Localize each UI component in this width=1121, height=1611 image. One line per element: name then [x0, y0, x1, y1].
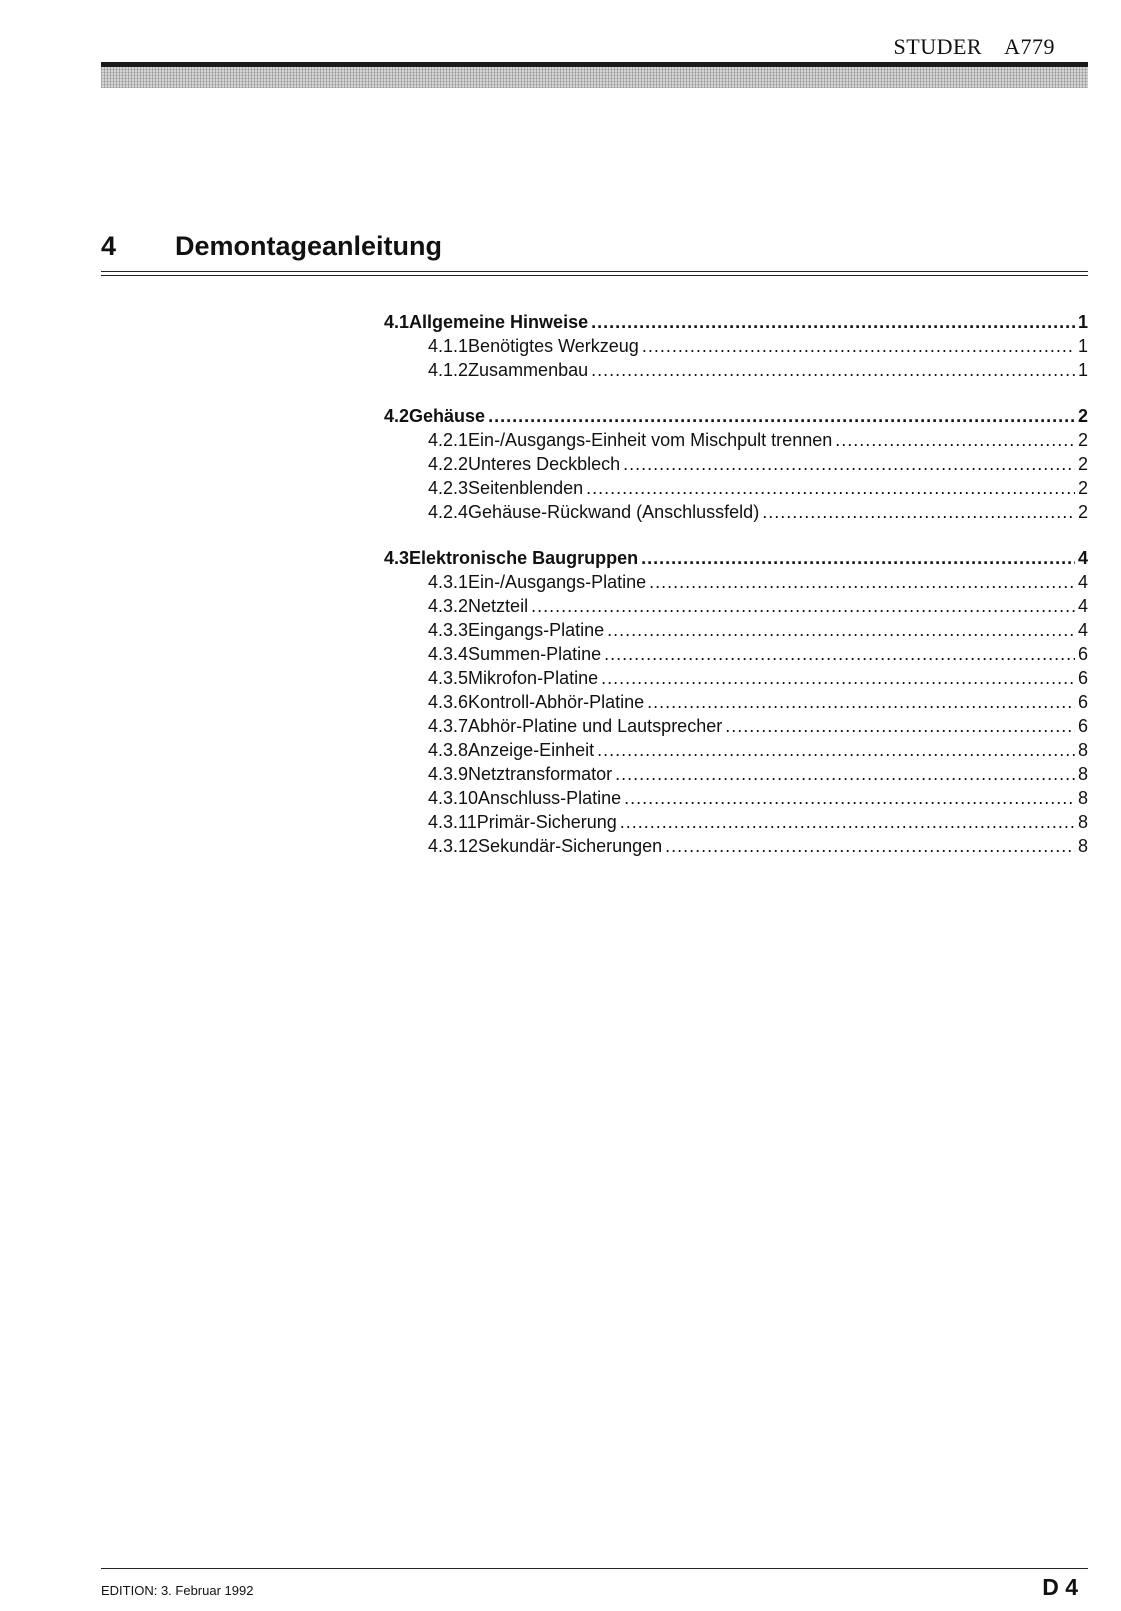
- toc-entry-number: 4.3.8: [428, 740, 469, 760]
- toc-entry-number: 4.3.3: [428, 620, 469, 640]
- toc-entry-page: 4: [1077, 572, 1088, 592]
- toc-leader-dots: [762, 500, 1075, 524]
- toc-entry-number: 4.3.2: [428, 596, 469, 616]
- toc-leader-dots: [607, 618, 1075, 642]
- toc-entry-page: 8: [1077, 764, 1088, 784]
- toc-entry-number: 4.3.1: [428, 572, 469, 592]
- toc-subsection-entry: [384, 334, 1088, 358]
- toc-entry-title: Zusammenbau: [468, 360, 589, 380]
- toc-entry-number: 4.3.6: [428, 692, 469, 712]
- toc-entry-page: 2: [1077, 454, 1088, 474]
- toc-entry-number: 4.1.1: [428, 336, 469, 356]
- toc-entry-title: Gehäuse-Rückwand (Anschlussfeld): [468, 502, 760, 522]
- toc-entry-title: Elektronische Baugruppen: [409, 548, 639, 568]
- toc-leader-dots: [615, 762, 1075, 786]
- toc-entry-title: Benötigtes Werkzeug: [468, 336, 639, 356]
- toc-entry-title: Eingangs-Platine: [468, 620, 605, 640]
- toc-entry-page: 8: [1077, 740, 1088, 760]
- toc-leader-dots: [647, 690, 1075, 714]
- chapter-number: 4: [101, 231, 117, 261]
- toc-entry-title: Netzteil: [468, 596, 529, 616]
- toc-subsection-entry: [384, 570, 1088, 594]
- toc-entry-title: Primär-Sicherung: [476, 812, 617, 832]
- toc-entry-page: 1: [1077, 312, 1088, 332]
- toc-leader-dots: [591, 310, 1075, 334]
- toc-section: [384, 404, 1088, 524]
- toc-leader-dots: [623, 452, 1075, 476]
- toc-subsection-entry: [384, 476, 1088, 500]
- toc-entry-number: 4.3.4: [428, 644, 469, 664]
- toc-entry-title: Netztransformator: [468, 764, 613, 784]
- toc-entry-title: Gehäuse: [409, 406, 486, 426]
- header-brand: [894, 34, 1055, 60]
- toc-section-entry: [384, 546, 1088, 570]
- toc-leader-dots: [624, 786, 1075, 810]
- toc-subsection-entry: [384, 810, 1088, 834]
- toc-entry-title: Anzeige-Einheit: [468, 740, 595, 760]
- toc-entry-title: Sekundär-Sicherungen: [478, 836, 663, 856]
- toc-leader-dots: [601, 666, 1075, 690]
- toc-subsection-entry: [384, 594, 1088, 618]
- toc-subsection-entry: [384, 762, 1088, 786]
- toc-entry-number: 4.3.5: [428, 668, 469, 688]
- toc-entry-page: 4: [1077, 596, 1088, 616]
- toc-entry-page: 1: [1077, 336, 1088, 356]
- toc-subsection-entry: [384, 690, 1088, 714]
- page-number: D 4: [1042, 1574, 1078, 1600]
- chapter-heading: [101, 231, 442, 262]
- toc-section-entry: [384, 310, 1088, 334]
- toc-leader-dots: [649, 570, 1075, 594]
- toc-subsection-entry: [384, 714, 1088, 738]
- toc-subsection-entry: [384, 666, 1088, 690]
- toc-entry-page: 6: [1077, 644, 1088, 664]
- toc-section: [384, 546, 1088, 858]
- toc-leader-dots: [665, 834, 1075, 858]
- toc-entry-number: 4.3.12: [428, 836, 479, 856]
- toc-subsection-entry: [384, 738, 1088, 762]
- toc-leader-dots: [642, 334, 1075, 358]
- toc-entry-page: 2: [1077, 430, 1088, 450]
- toc-entry-number: 4.3.7: [428, 716, 469, 736]
- toc-entry-title: Abhör-Platine und Lautsprecher: [468, 716, 723, 736]
- toc-entry-number: 4.2.2: [428, 454, 469, 474]
- toc-entry-page: 6: [1077, 692, 1088, 712]
- toc-leader-dots: [597, 738, 1075, 762]
- toc-entry-number: 4.2.3: [428, 478, 469, 498]
- toc-entry-title: Ein-/Ausgangs-Platine: [468, 572, 647, 592]
- toc-entry-page: 8: [1077, 788, 1088, 808]
- chapter-title: Demontageanleitung: [175, 231, 443, 261]
- toc-leader-dots: [620, 810, 1075, 834]
- toc-leader-dots: [591, 358, 1075, 382]
- header-rule-screen: [101, 67, 1088, 88]
- toc-leader-dots: [725, 714, 1075, 738]
- toc-section: [384, 310, 1088, 382]
- toc-entry-page: 4: [1077, 548, 1088, 568]
- toc-subsection-entry: [384, 452, 1088, 476]
- chapter-rule: [101, 271, 1088, 276]
- table-of-contents: [384, 310, 1088, 880]
- toc-leader-dots: [586, 476, 1075, 500]
- edition-date: EDITION: 3. Februar 1992: [101, 1583, 254, 1598]
- toc-subsection-entry: [384, 786, 1088, 810]
- toc-subsection-entry: [384, 642, 1088, 666]
- toc-entry-number: 4.1: [384, 312, 410, 332]
- header-rule-band: [101, 62, 1088, 88]
- toc-entry-number: 4.3: [384, 548, 410, 568]
- toc-entry-number: 4.3.11: [428, 812, 477, 832]
- toc-entry-number: 4.2.1: [428, 430, 469, 450]
- toc-entry-title: Allgemeine Hinweise: [409, 312, 589, 332]
- toc-subsection-entry: [384, 358, 1088, 382]
- toc-subsection-entry: [384, 428, 1088, 452]
- toc-section-entry: [384, 404, 1088, 428]
- toc-entry-title: Kontroll-Abhör-Platine: [468, 692, 645, 712]
- toc-entry-title: Mikrofon-Platine: [468, 668, 599, 688]
- toc-entry-number: 4.2: [384, 406, 410, 426]
- toc-leader-dots: [835, 428, 1075, 452]
- toc-entry-title: Unteres Deckblech: [468, 454, 621, 474]
- toc-entry-title: Summen-Platine: [468, 644, 602, 664]
- toc-entry-number: 4.2.4: [428, 502, 469, 522]
- toc-entry-number: 4.3.10: [428, 788, 479, 808]
- footer-rule: [101, 1568, 1088, 1569]
- toc-entry-page: 6: [1077, 668, 1088, 688]
- toc-subsection-entry: [384, 834, 1088, 858]
- brand-name: STUDER: [893, 34, 983, 59]
- toc-entry-page: 2: [1077, 502, 1088, 522]
- toc-subsection-entry: [384, 500, 1088, 524]
- toc-leader-dots: [604, 642, 1075, 666]
- toc-leader-dots: [641, 546, 1075, 570]
- toc-entry-page: 4: [1077, 620, 1088, 640]
- toc-entry-page: 2: [1077, 406, 1088, 426]
- toc-leader-dots: [531, 594, 1075, 618]
- toc-entry-page: 8: [1077, 836, 1088, 856]
- toc-subsection-entry: [384, 618, 1088, 642]
- toc-entry-title: Ein-/Ausgangs-Einheit vom Mischpult trennen: [468, 430, 833, 450]
- toc-entry-page: 8: [1077, 812, 1088, 832]
- toc-entry-page: 2: [1077, 478, 1088, 498]
- toc-entry-title: Seitenblenden: [468, 478, 584, 498]
- toc-leader-dots: [488, 404, 1075, 428]
- toc-entry-page: 1: [1077, 360, 1088, 380]
- model-name: A779: [1004, 34, 1055, 59]
- toc-entry-number: 4.1.2: [428, 360, 469, 380]
- toc-entry-title: Anschluss-Platine: [478, 788, 622, 808]
- toc-entry-number: 4.3.9: [428, 764, 469, 784]
- toc-entry-page: 6: [1077, 716, 1088, 736]
